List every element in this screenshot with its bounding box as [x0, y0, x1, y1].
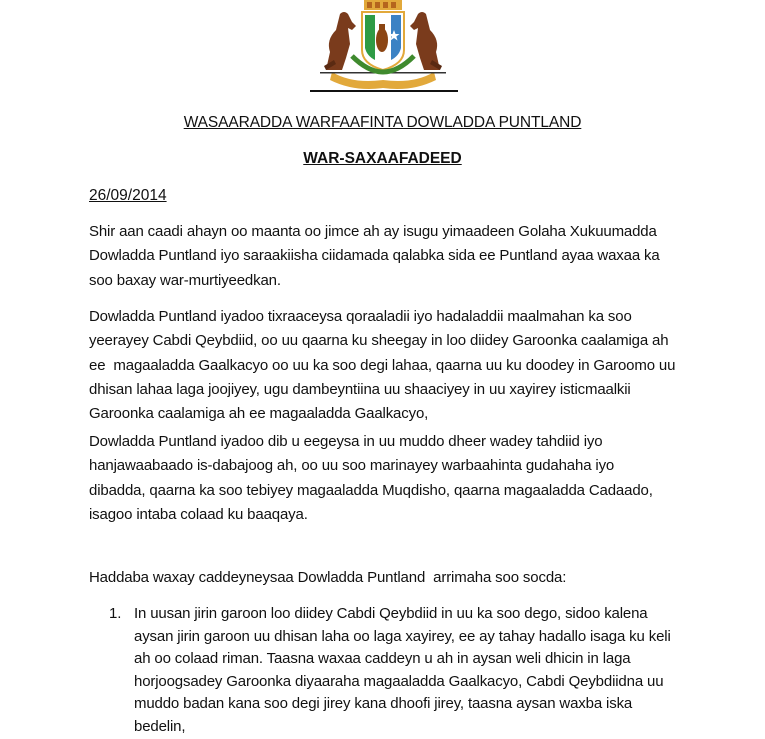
list-item-text	[134, 603, 724, 738]
text-line: soo baxay war-murtiyeedkan.	[89, 271, 281, 289]
ministry-title: WASAARADDA WARFAAFINTA DOWLADDA PUNTLAND	[183, 114, 582, 131]
text-line: isagoo intaba colaad ku baaqaya.	[89, 505, 308, 523]
paragraph-4	[89, 566, 689, 590]
text-line: muddo badan kana soo degi jirey kana dhoofi jirey, taasna aysan waxba iska	[134, 695, 633, 712]
text-line: dhisan lahaa laga joojiyey, ugu dambeyntiina uu shaaciyey in uu xayirey isticmaalkii	[89, 380, 631, 398]
text-line: aysan jirin garoon uu dhisan laha oo laga xayirey, ee ay tahay hadallo isaga ku keli	[134, 627, 671, 645]
text-line: ee magaaladda Gaalkacyo oo uu ka soo degi lahaa, qaarna uu ku doodey in Garoomo uu	[89, 356, 676, 374]
text-line: Shir aan caadi ahayn oo maanta oo jimce ah ay isugu yimaadeen Golaha Xukuumadda	[89, 223, 657, 240]
text-line: ah oo colaad riman. Taasna waxaa caddeyn u ah in aysan weli dhicin in laga	[134, 650, 631, 667]
release-date: 26/09/2014	[89, 187, 167, 204]
text-line: In uusan jirin garoon loo diidey Cabdi Qeybdiid in uu ka soo dego, sidoo kalena	[134, 605, 648, 622]
paragraph-3	[89, 430, 689, 527]
text-line: hanjawaabaado is-dabajoog ah, oo uu soo marinayey warbaahinta gudahaha iyo	[89, 457, 615, 475]
puntland-emblem-icon	[312, 0, 454, 92]
text-line: Garoonka caalamiga ah ee magaaladda Gaalkacyo,	[89, 405, 429, 423]
text-line: Dowladda Puntland iyo saraakiisha ciidamada qalabka sida ee Puntland ayaa waxaa ka	[89, 247, 660, 265]
text-line: horjoogsadey Garoonka diyaaraha magaaladda Gaalkacyo, Cabdi Qeybdiidna uu	[134, 672, 664, 690]
list-item-number: 1.	[109, 605, 122, 622]
text-line: Haddaba waxay caddeyneysaa Dowladda Puntland arrimaha soo socda:	[89, 569, 567, 586]
paragraph-1	[89, 220, 689, 293]
text-line: Dowladda Puntland iyadoo dib u eegeysa in uu muddo dheer wadey tahdiid iyo	[89, 433, 603, 450]
text-line: bedelin,	[134, 717, 186, 735]
paragraph-2	[89, 305, 689, 426]
header-rule	[310, 90, 458, 92]
text-line: yeerayey Cabdi Qeybdiid, oo uu qaarna ku sheegay in loo diidey Garoonka caalamiga ah	[89, 332, 669, 350]
document-type-title: WAR-SAXAAFADEED	[303, 150, 462, 167]
text-line: dibadda, qaarna ka soo tebiyey magaaladda Muqdisho, qaarna magaaladda Cadaado,	[89, 481, 653, 499]
text-line: Dowladda Puntland iyadoo tixraaceysa qoraaladii iyo hadaladdii maalmahan ka soo	[89, 308, 632, 325]
